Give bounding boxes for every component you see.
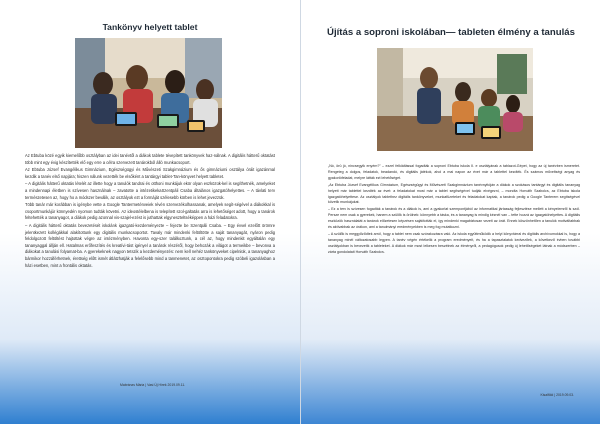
right-page-title: Újítás a soproni iskolában— tableten élmény a tanulás [327,27,575,38]
classroom-photo-image [75,38,222,148]
article-paragraph: – A digitális hátterű oktatás lételét az illette hogy a tanulók tandrai és otthoni munkájuk ekör olyan eszközük-kel is segíthetnék, amelyeket a mindennapi életben is szívesen használnak – zavatotte a intézetikekaSzentpáli Csaba általános igazgatóhelyettes. – A távlati terv természetesen az, hogy ho a módszer beválik, az osztályok ezt a formáját szélesebb körben is lehet jevezzük. [25,181,275,200]
right-page-source-credit: Kisalföld | 2019.09.03. [540,393,574,397]
article-paragraph: Az Ebtuba közé egyik kiemelőbb osztályban az idei tanévtől a diákok tablete tévepített tankönyvek haz-nálnak. A digitális hátterű oktatást több mint egy évig készítették elő egy erre a célra szervezett tanárokból álló munkacsoport. [25,153,275,165]
article-paragraph: Több tanár már korábban is igénybe vette a Google Tantermeténveiek révén szervezékolhassanak, amelyek segít-ségével a diákokkal is csoportmunkájúr könnyedén nyomon tudták követni. Az ideostélelbena is telepített szol-galtatás arra is lehetőséget adott, hogy a tanárok feltehették a tananyagot, a diákok pedig azonnal vis-szajel-ezést is juthattak elgyneszteltséképpen a házi feladatokra. [25,202,275,221]
article-paragraph: „Nó, örü jó, nincsegyik enyém?” – ezzel felkiáltással fogadták a soproni Ebtuba iskola II. e osztályának a tablazot-Gépet, hogy az új tanévben ismeretet. Rengeteg a dolgos, feladatok, beadandó, és digitális játékok, ahol a mai napon az évet már a tablettel kezdték. És számos műveltségi anyag és gyakorlófeladat, melyre látták ezt lehetőséget. [328,164,580,180]
right-page [300,0,600,424]
article-paragraph: Az Ebtuba József Evangélikus Gimnázium, Egészségügyi és Művészeti Szakgimnázium és ős gimnáziumi osztálya óráit igazánmal kezdik a tanév első napjára; hiszen nálunk vezették be elsőként a tantárgyi tablet-Tan-könyvet helyett tabletet. [25,167,275,179]
article-paragraph: – A szülők is meggyőződtek arról, hogy a tablet nem csak szórakozásra való. Az iskola együttműködik a helyi könyvtárral és digitális archívumokkal is, hogy a tananyag minél változatosabb legyen. A tanév végén értékelik a program eredményeit, és ha a tapasztalatok kedvezőek, a következő évben további osztályokban is bevezetik a tableteket. A diákok már most lelkesen beszélnek az élményről, a pedagógusok pedig új lehetőségeket látnak a módszerben – zárta gondolatait Horváth Szabolcs. [328,231,580,254]
left-page-photo [75,38,222,148]
right-page-photo [377,48,533,151]
article-paragraph: „Az Ebtuba József Evangélikus Gimnázium, Egészségügyi és Művészeti Szakgimnázium tanévnyitóján a diákok a szokásos tantárgyi és digitális tananyag helyett már tablettel kezdték az évet: a feladatokat most már a tablet segítségével tudják elvégezni, – mondta Horváth Szabolcs, az Ebtuba iskola igazgatóhelyettese. Az osztályok tablethez digitális tankönyveket, munkafüzeteket és feladatokat kaptak, a tanárok pedig a Google Tanterem segítségével követik munkájukat. [328,182,580,205]
classroom-photo-image [377,48,533,151]
left-page-source-credit: Mabránzs Mária | Vasi Új Hírek 2019.09.11. [120,383,186,387]
right-page-article-body [328,164,580,257]
left-page-title: Tankönyv helyett tablet [102,22,198,32]
left-page-article-body [25,153,275,270]
article-paragraph: – A digitális hátterű oktatás bevezetését iskolánk igazgató-kezdeményezte – fejezte be Szentpáli Csaba. – Egy évvel ezelőtt örömre jelentkezett kollégákkal alakítottunk egy digitális munkacsoportot. Tavaly már mindenki feltöltötte a saját tananyagát, nyáron pedig feldolgozott feltöltést hajtottak végre az intézményben. Havonta egy-szer találkoztunk, a cél az, hogy mindenkit egyáltalán egy tananyaggal állján ell. Hatalmas erőfeszítés és kreatívi-tást igényel a tanárok részéről, hogy behozák a világot a termeikbe – bevonva a diákokat a tanulási folyamat-ba. A gyerekeknek nagyon tetszik a kezdeményezés: nem kell nehéz tankönyveket cipelniük, a tananyaghoz bármikor hozzáférhetnek, érettség előtt ismét átlátzhatják a felelősebb mind a tanmenetet, az osztopontokra pedig szóbeli igazolásban a házi esetben, mint a frontális oktatás. [25,222,275,268]
article-paragraph: – Ez a terv is szívesen fogadták a tanárok és a diákok is, ami a gyakorlat szempontjából az informatikai jártasság fejlesztése mellett a kényelemről is szól. Persze nem csak a gyerekek, hanem a szülők is örülnek: könnyebb a táska, és a tananyag is mindig kéznél van – tette hozzá az igazgatóhelyettes. A digitális eszközök használatát a tanárok előzetesen képzésen sajátították el, így mindenki magabiztosan vezeti az órát. Ennek köszönhetően a tanulók motiváltabbak és aktívabbak az órákon, ami a tanulmányi eredményekben is meg fog mutatkozni. [328,207,580,230]
